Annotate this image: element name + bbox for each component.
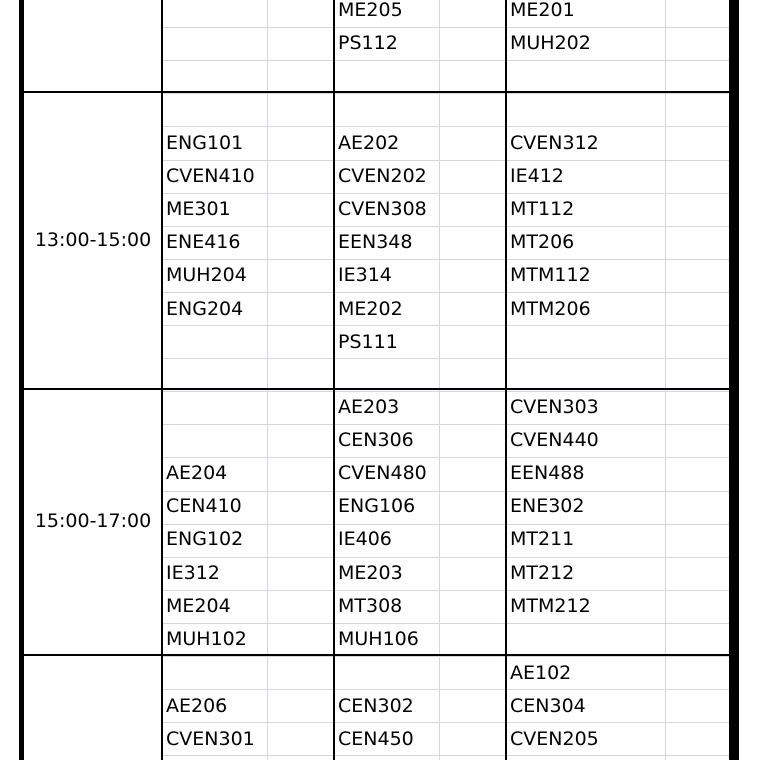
grid-line [162, 126, 729, 127]
block-border [24, 388, 729, 390]
course-cell: AE204 [166, 462, 228, 484]
grid-line [439, 0, 440, 760]
time-slot-label: 13:00-15:00 [34, 229, 152, 251]
course-cell: CVEN480 [338, 462, 427, 484]
course-cell: MT212 [510, 562, 575, 584]
course-cell: MTM206 [510, 298, 591, 320]
course-cell: MUH202 [510, 32, 591, 54]
grid-line [162, 391, 729, 392]
course-cell: CVEN205 [510, 728, 599, 750]
course-cell: MTM212 [510, 595, 591, 617]
course-cell: CEN450 [338, 728, 414, 750]
course-cell: ENG102 [166, 528, 244, 550]
course-cell: EEN488 [510, 462, 585, 484]
course-cell: CVEN308 [338, 198, 427, 220]
grid-line [162, 325, 729, 326]
course-cell: CVEN202 [338, 165, 427, 187]
course-cell: ENG101 [166, 132, 244, 154]
course-cell: ME201 [510, 0, 575, 21]
grid-line [162, 623, 729, 624]
course-cell: MUH204 [166, 264, 247, 286]
grid-line [162, 491, 729, 492]
course-cell: AE202 [338, 132, 400, 154]
course-cell: CVEN410 [166, 165, 255, 187]
course-cell: ME205 [338, 0, 403, 21]
course-cell: ENE416 [166, 231, 241, 253]
block-border [24, 91, 729, 93]
course-cell: MT112 [510, 198, 575, 220]
course-cell: MTM112 [510, 264, 591, 286]
course-cell: CEN302 [338, 695, 414, 717]
grid-line [162, 656, 729, 657]
grid-line [665, 0, 666, 760]
frame-border-right [729, 0, 739, 760]
course-cell: CEN306 [338, 429, 414, 451]
course-cell: ENG106 [338, 495, 416, 517]
course-cell: CEN304 [510, 695, 586, 717]
course-cell: IE406 [338, 528, 392, 550]
course-cell: ME301 [166, 198, 231, 220]
course-cell: CVEN440 [510, 429, 599, 451]
course-cell: CVEN312 [510, 132, 599, 154]
course-cell: AE203 [338, 396, 400, 418]
course-cell: ENG204 [166, 298, 244, 320]
course-cell: MT211 [510, 528, 575, 550]
course-cell: MUH106 [338, 628, 419, 650]
course-cell: ME203 [338, 562, 403, 584]
course-cell: CVEN303 [510, 396, 599, 418]
course-cell: MUH102 [166, 628, 247, 650]
course-cell: CVEN301 [166, 728, 255, 750]
course-cell: IE312 [166, 562, 220, 584]
grid-line [162, 358, 729, 359]
course-cell: MT308 [338, 595, 403, 617]
course-cell: PS111 [338, 331, 398, 353]
course-cell: MT206 [510, 231, 575, 253]
course-cell: CEN410 [166, 495, 242, 517]
grid-line [162, 457, 729, 458]
grid-line [162, 193, 729, 194]
column-border [333, 0, 335, 760]
grid-line [162, 226, 729, 227]
grid-line [162, 259, 729, 260]
column-border [161, 0, 163, 760]
grid-line [162, 60, 729, 61]
course-cell: IE412 [510, 165, 564, 187]
course-cell: PS112 [338, 32, 398, 54]
grid-line [162, 557, 729, 558]
time-slot-label: 15:00-17:00 [34, 510, 152, 532]
grid-line [267, 0, 268, 760]
course-cell: AE206 [166, 695, 228, 717]
frame-border-left [19, 0, 24, 760]
course-cell: AE102 [510, 662, 572, 684]
grid-line [162, 590, 729, 591]
course-cell: ENE302 [510, 495, 585, 517]
column-border [505, 0, 507, 760]
course-cell: ME204 [166, 595, 231, 617]
grid-line [162, 93, 729, 94]
course-cell: ME202 [338, 298, 403, 320]
course-cell: IE314 [338, 264, 392, 286]
grid-line [162, 27, 729, 28]
grid-line [162, 689, 729, 690]
course-cell: EEN348 [338, 231, 413, 253]
grid-line [162, 524, 729, 525]
grid-line [162, 292, 729, 293]
grid-line [162, 424, 729, 425]
